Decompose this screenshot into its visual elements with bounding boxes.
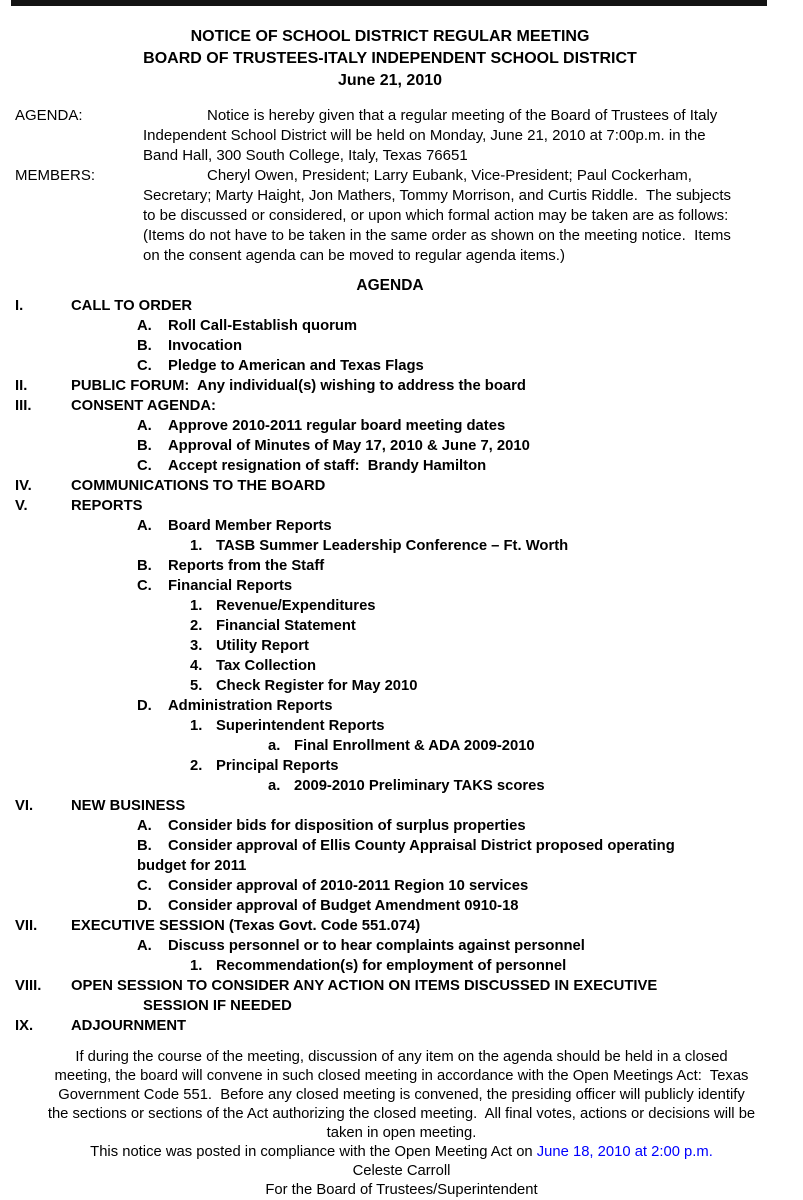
agenda-item-marker: I. [15,298,24,314]
agenda-item-text: 2009-2010 Preliminary TAKS scores [294,778,545,794]
agenda-item-text: Reports from the Staff [168,558,325,574]
title-line-3: June 21, 2010 [337,72,443,89]
agenda-item-text: Board Member Reports [168,518,332,534]
agenda-item-continuation [15,996,765,1016]
agenda-item [15,916,765,936]
agenda-item-text: Check Register for May 2010 [216,678,418,694]
agenda-item [15,736,765,756]
agenda-item [15,396,765,416]
agenda-item [15,436,765,456]
agenda-item-text: Financial Statement [216,618,356,634]
agenda-item [15,456,765,476]
agenda-item [15,356,765,376]
agenda-item-marker: A. [137,518,152,534]
agenda-item [15,716,765,736]
agenda-item [15,576,765,596]
agenda-item [15,536,765,556]
agenda-item-marker: V. [15,498,28,514]
agenda-item-marker: C. [137,458,152,474]
agenda-item-marker: A. [137,938,152,954]
agenda-item-text: Consider approval of Ellis County Appraisal District proposed operating [168,838,675,854]
agenda-item-text: Principal Reports [216,758,339,774]
agenda-item [15,516,765,536]
agenda-item-marker: 2. [190,758,203,774]
closing-line: If during the course of the meeting, discussion of any item on the agenda should be held in a closed [75,1049,728,1065]
agenda-item [15,596,765,616]
agenda-item-text: Tax Collection [216,658,317,674]
agenda-item-marker: 1. [190,718,203,734]
agenda-label: AGENDA: [15,107,83,124]
agenda-item-marker: C. [137,578,152,594]
agenda-item-text: Consider bids for disposition of surplus properties [168,818,526,834]
agenda-item-text: Superintendent Reports [216,718,385,734]
agenda-item [15,376,765,396]
agenda-item-text: NEW BUSINESS [71,798,186,814]
agenda-notice-paragraph [15,106,765,166]
agenda-item-marker: VIII. [15,978,42,994]
text-line: (Items do not have to be taken in the same order as shown on the meeting notice. Items [143,227,731,244]
agenda-item-marker: B. [137,558,152,574]
agenda-item-text: Financial Reports [168,578,293,594]
agenda-item-text: Invocation [168,338,242,354]
members-body [143,166,765,266]
agenda-item-marker: a. [268,738,281,754]
agenda-item-text: Consider approval of Budget Amendment 0910-18 [168,898,519,914]
text-line: on the consent agenda can be moved to regular agenda items.) [143,247,565,264]
agenda-item-marker: D. [137,698,152,714]
posted-notice-line [0,1143,803,1162]
document-title [15,26,765,92]
agenda-item-marker: A. [137,318,152,334]
agenda-item [15,616,765,636]
members-paragraph [15,166,765,266]
agenda-item-text: Utility Report [216,638,309,654]
closing-line: taken in open meeting. [326,1125,477,1141]
text-line: Notice is hereby given that a regular meeting of the Board of Trustees of Italy [207,107,718,124]
agenda-item-marker: A. [137,418,152,434]
agenda-item-marker: B. [137,838,152,854]
text-line: to be discussed or considered, or upon which formal action may be taken are as follows: [143,207,729,224]
agenda-item [15,976,765,996]
agenda-item [15,776,765,796]
agenda-notice-body [143,106,765,166]
agenda-item-marker: 5. [190,678,203,694]
agenda-item-marker: C. [137,358,152,374]
title-line-1: NOTICE OF SCHOOL DISTRICT REGULAR MEETING [190,28,590,45]
agenda-list [15,296,765,1036]
agenda-item [15,796,765,816]
agenda-item-marker: C. [137,878,152,894]
signature-name: Celeste Carroll [352,1163,451,1179]
agenda-item [15,296,765,316]
agenda-item-marker: A. [137,818,152,834]
agenda-item [15,896,765,916]
text-line: Band Hall, 300 South College, Italy, Texas 76651 [143,147,468,164]
text-line: Independent School District will be held on Monday, June 21, 2010 at 7:00p.m. in the [143,127,706,144]
agenda-item-marker: VII. [15,918,38,934]
agenda-item [15,756,765,776]
agenda-item [15,816,765,836]
agenda-item [15,476,765,496]
agenda-item-text: TASB Summer Leadership Conference – Ft. Worth [216,538,569,554]
agenda-item [15,696,765,716]
agenda-item [15,496,765,516]
agenda-item-marker: 2. [190,618,203,634]
agenda-item-marker: a. [268,778,281,794]
closing-line: the sections or sections of the Act authorizing the closed meeting. All final votes, actions or decisions will be [47,1106,756,1122]
preamble [15,106,765,266]
agenda-item-text: Roll Call-Establish quorum [168,318,358,334]
agenda-item-text: OPEN SESSION TO CONSIDER ANY ACTION ON ITEMS DISCUSSED IN EXECUTIVE [71,978,658,994]
closing-line: Government Code 551. Before any closed meeting is convened, the presiding officer will publicly identify [58,1087,745,1103]
agenda-item-text: EXECUTIVE SESSION (Texas Govt. Code 551.074) [71,918,421,934]
posted-date-link[interactable]: June 18, 2010 at 2:00 p.m. [536,1144,713,1160]
agenda-heading: AGENDA [356,277,424,294]
agenda-item-marker: IV. [15,478,32,494]
agenda-item-text: Accept resignation of staff: Brandy Hamilton [168,458,487,474]
agenda-item-marker: 1. [190,958,203,974]
agenda-item-text: Administration Reports [168,698,333,714]
title-line-2: BOARD OF TRUSTEES-ITALY INDEPENDENT SCHOOL DISTRICT [143,50,637,67]
agenda-item-text: Pledge to American and Texas Flags [168,358,424,374]
agenda-item-continuation [15,856,765,876]
agenda-item-text: Discuss personnel or to hear complaints against personnel [168,938,585,954]
agenda-item [15,956,765,976]
agenda-item-marker: VI. [15,798,34,814]
agenda-item-text: Approve 2010-2011 regular board meeting dates [168,418,506,434]
agenda-item [15,336,765,356]
agenda-item [15,416,765,436]
agenda-item-marker: 4. [190,658,203,674]
agenda-item [15,636,765,656]
posted-notice-text: This notice was posted in compliance with the Open Meeting Act on [90,1144,537,1160]
agenda-item-marker: II. [15,378,28,394]
closing-statement [0,1048,803,1200]
text-line: Secretary; Marty Haight, Jon Mathers, Tommy Morrison, and Curtis Riddle. The subjects [143,187,731,204]
agenda-item [15,676,765,696]
agenda-item-marker: D. [137,898,152,914]
agenda-item-text: ADJOURNMENT [71,1018,187,1034]
agenda-item-text: Revenue/Expenditures [216,598,376,614]
agenda-item-text: CONSENT AGENDA: [71,398,216,414]
agenda-item-marker: B. [137,338,152,354]
agenda-item-text: budget for 2011 [137,858,247,874]
agenda-item-text: REPORTS [71,498,143,514]
agenda-item-text: Recommendation(s) for employment of personnel [216,958,567,974]
agenda-item-text: PUBLIC FORUM: Any individual(s) wishing to address the board [71,378,526,394]
agenda-item-marker: III. [15,398,32,414]
agenda-item-text: COMMUNICATIONS TO THE BOARD [71,478,326,494]
agenda-item-text: Final Enrollment & ADA 2009-2010 [294,738,535,754]
agenda-item [15,836,765,856]
signature-role: For the Board of Trustees/Superintendent [265,1182,538,1198]
members-label: MEMBERS: [15,167,96,184]
closing-line: meeting, the board will convene in such closed meeting in accordance with the Open Meetings Act: Texas [54,1068,749,1084]
agenda-item [15,656,765,676]
text-line: Cheryl Owen, President; Larry Eubank, Vice-President; Paul Cockerham, [207,167,692,184]
agenda-item-text: Approval of Minutes of May 17, 2010 & June 7, 2010 [168,438,530,454]
agenda-item-marker: 1. [190,538,203,554]
agenda-item-text: CALL TO ORDER [71,298,193,314]
agenda-item-marker: 1. [190,598,203,614]
agenda-item [15,316,765,336]
agenda-item [15,936,765,956]
agenda-item [15,556,765,576]
agenda-item-marker: IX. [15,1018,34,1034]
agenda-item-marker: 3. [190,638,203,654]
agenda-item-text: SESSION IF NEEDED [143,998,292,1014]
agenda-item-text: Consider approval of 2010-2011 Region 10 services [168,878,529,894]
agenda-item-marker: B. [137,438,152,454]
agenda-item [15,876,765,896]
agenda-item [15,1016,765,1036]
